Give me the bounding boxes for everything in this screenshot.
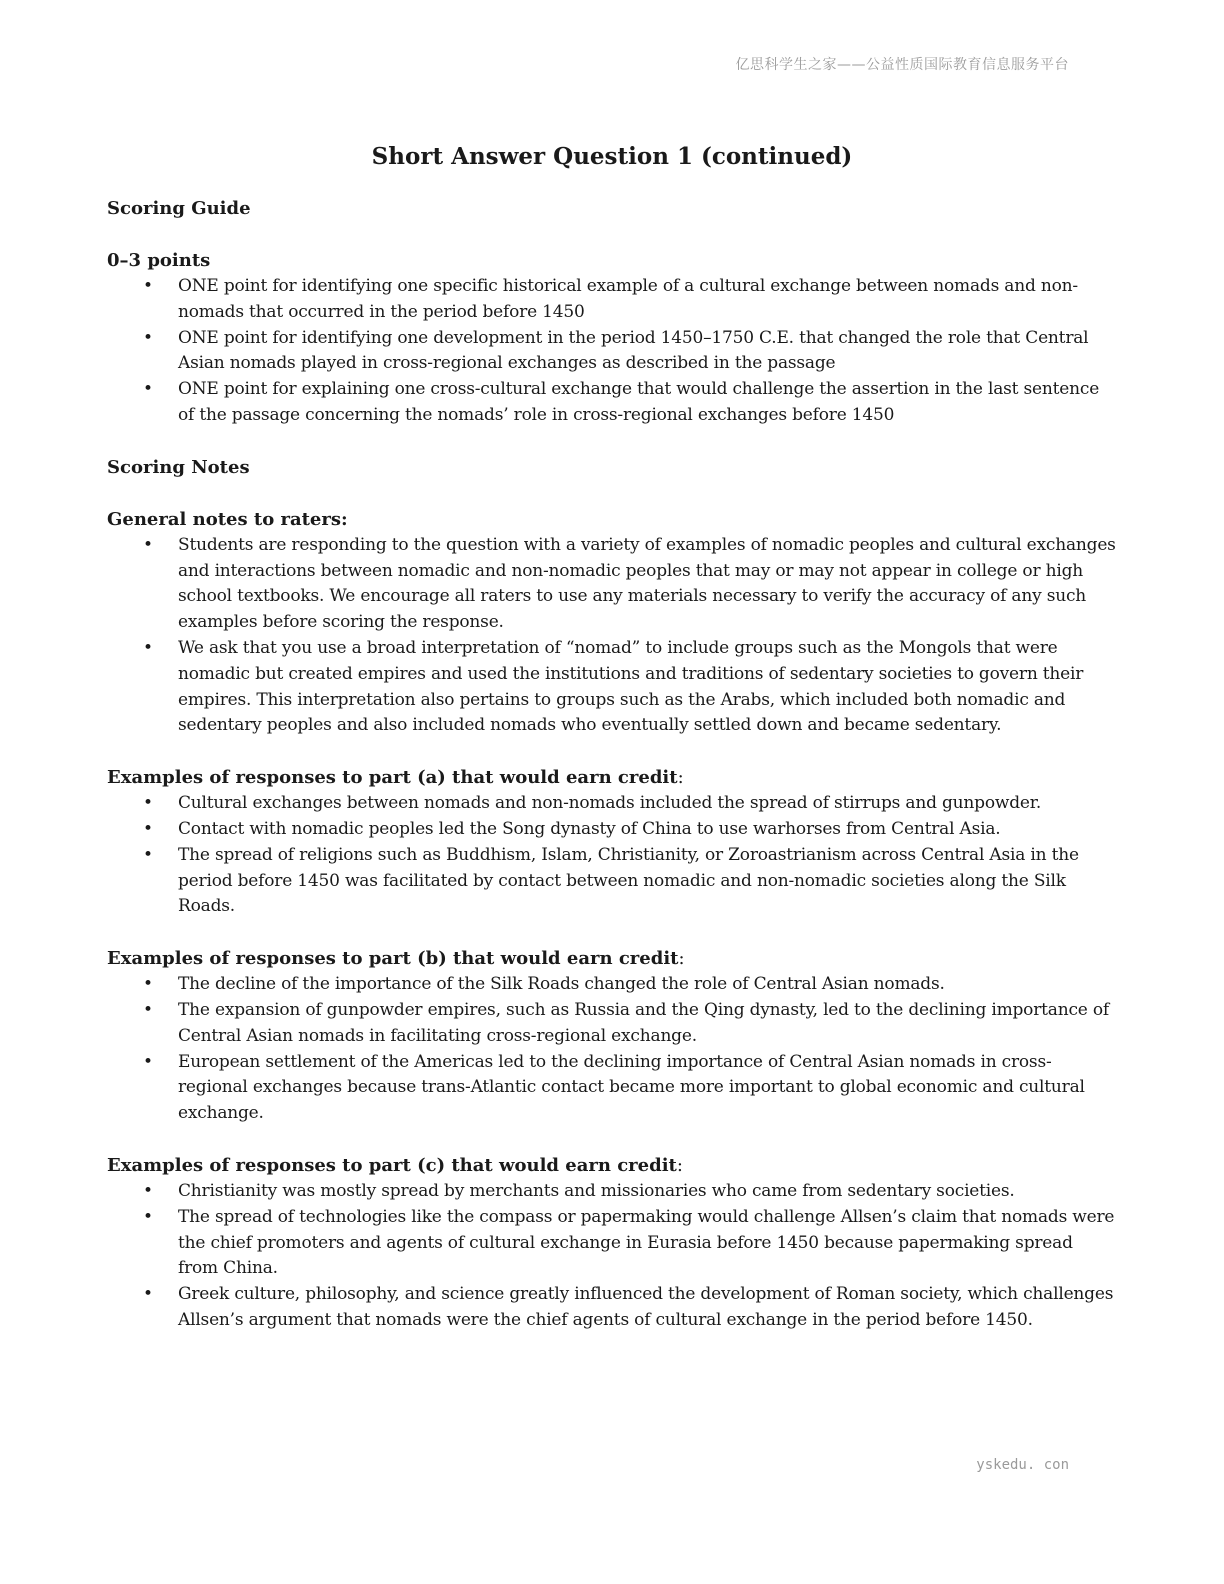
part-a-list xyxy=(107,791,1117,920)
general-notes-heading: General notes to raters: xyxy=(107,508,348,530)
bullet-icon: • xyxy=(143,793,153,814)
list-item: • Contact with nomadic peoples led the Song dynasty of China to use warhorses from Central Asia. xyxy=(107,817,1117,843)
list-item: • Christianity was mostly spread by merchants and missionaries who came from sedentary societies. xyxy=(107,1179,1117,1205)
list-item: • We ask that you use a broad interpretation of “nomad” to include groups such as the Mongols that were nomadic but created empires and used the institutions and traditions of sedentary societies to govern their empires. This interpretation also pertains to groups such as the Arabs, which included both nomadic and sedentary peoples and also included nomads who eventually settled down and became sedentary. xyxy=(143,637,1084,736)
bullet-icon: • xyxy=(143,999,153,1020)
footer-watermark-text: yskedu. con xyxy=(976,1457,1069,1473)
list-item: • ONE point for identifying one specific historical example of a cultural exchange between nomads and non-nomads that occurred in the period before 1450 xyxy=(143,276,1078,322)
part-b-heading: Examples of responses to part (b) that would earn credit: xyxy=(107,948,685,970)
general-notes-list xyxy=(107,533,1117,739)
bullet-icon: • xyxy=(143,974,153,995)
bullet-icon: • xyxy=(143,1180,153,1201)
bullet-icon: • xyxy=(143,379,153,400)
points-heading: 0–3 points xyxy=(107,250,211,271)
bullet-icon: • xyxy=(143,818,153,839)
scoring-guide-list xyxy=(107,274,1117,429)
list-item: • The expansion of gunpowder empires, such as Russia and the Qing dynasty, led to the declining importance of Central Asian nomads in facilitating cross-regional exchange. xyxy=(143,999,1109,1046)
bullet-icon: • xyxy=(143,844,153,865)
part-c-heading: Examples of responses to part (c) that would earn credit: xyxy=(107,1154,683,1176)
bullet-icon: • xyxy=(143,534,153,555)
bullet-icon: • xyxy=(143,276,153,296)
part-c-list xyxy=(107,1179,1117,1334)
list-item: • ONE point for identifying one development in the period 1450–1750 C.E. that changed the role that Central Asian nomads played in cross-regional exchanges as described in the passage xyxy=(143,327,1089,374)
part-b-list xyxy=(107,972,1117,1127)
list-item: • Cultural exchanges between nomads and non-nomads included the spread of stirrups and gunpowder. xyxy=(107,791,1117,817)
bullet-icon: • xyxy=(143,637,153,658)
part-a-heading: Examples of responses to part (a) that would earn credit: xyxy=(107,767,684,789)
scoring-notes-heading: Scoring Notes xyxy=(107,456,250,478)
bullet-icon: • xyxy=(143,1284,153,1305)
list-item: • Greek culture, philosophy, and science greatly influenced the development of Roman society, which challenges Allsen’s argument that nomads were the chief agents of cultural exchange in the period before 1450. xyxy=(143,1284,1114,1330)
header-watermark-text: 亿思科学生之家——公益性质国际教育信息服务平台 xyxy=(735,57,1069,73)
list-item: • ONE point for explaining one cross-cultural exchange that would challenge the assertion in the last sentence of the passage concerning the nomads’ role in cross-regional exchanges before 1450 xyxy=(143,379,1100,425)
list-item: • The decline of the importance of the Silk Roads changed the role of Central Asian nomads. xyxy=(107,972,1117,998)
list-item: • The spread of technologies like the compass or papermaking would challenge Allsen’s claim that nomads were the chief promoters and agents of cultural exchange in Eurasia before 1450 because papermaking spread from China. xyxy=(143,1206,1115,1279)
scoring-guide-heading: Scoring Guide xyxy=(107,198,251,219)
list-item: • The spread of religions such as Buddhism, Islam, Christianity, or Zoroastrianism across Central Asia in the period before 1450 was facilitated by contact between nomadic and non-nomadic societies along the Silk Roads. xyxy=(143,844,1079,917)
bullet-icon: • xyxy=(143,1051,153,1072)
document-body xyxy=(107,143,1117,1360)
page-title: Short Answer Question 1 (continued) xyxy=(371,143,853,170)
bullet-icon: • xyxy=(143,327,153,348)
list-item: • European settlement of the Americas led to the declining importance of Central Asian nomads in cross-regional exchanges because trans-Atlantic contact became more important to global economic and cultural exchange. xyxy=(143,1051,1085,1124)
list-item: • Students are responding to the question with a variety of examples of nomadic peoples and cultural exchanges and interactions between nomadic and non-nomadic peoples that may or may not appear in college or high school textbooks. We encourage all raters to use any materials necessary to verify the accuracy of any such examples before scoring the response. xyxy=(143,534,1116,633)
bullet-icon: • xyxy=(143,1206,153,1227)
